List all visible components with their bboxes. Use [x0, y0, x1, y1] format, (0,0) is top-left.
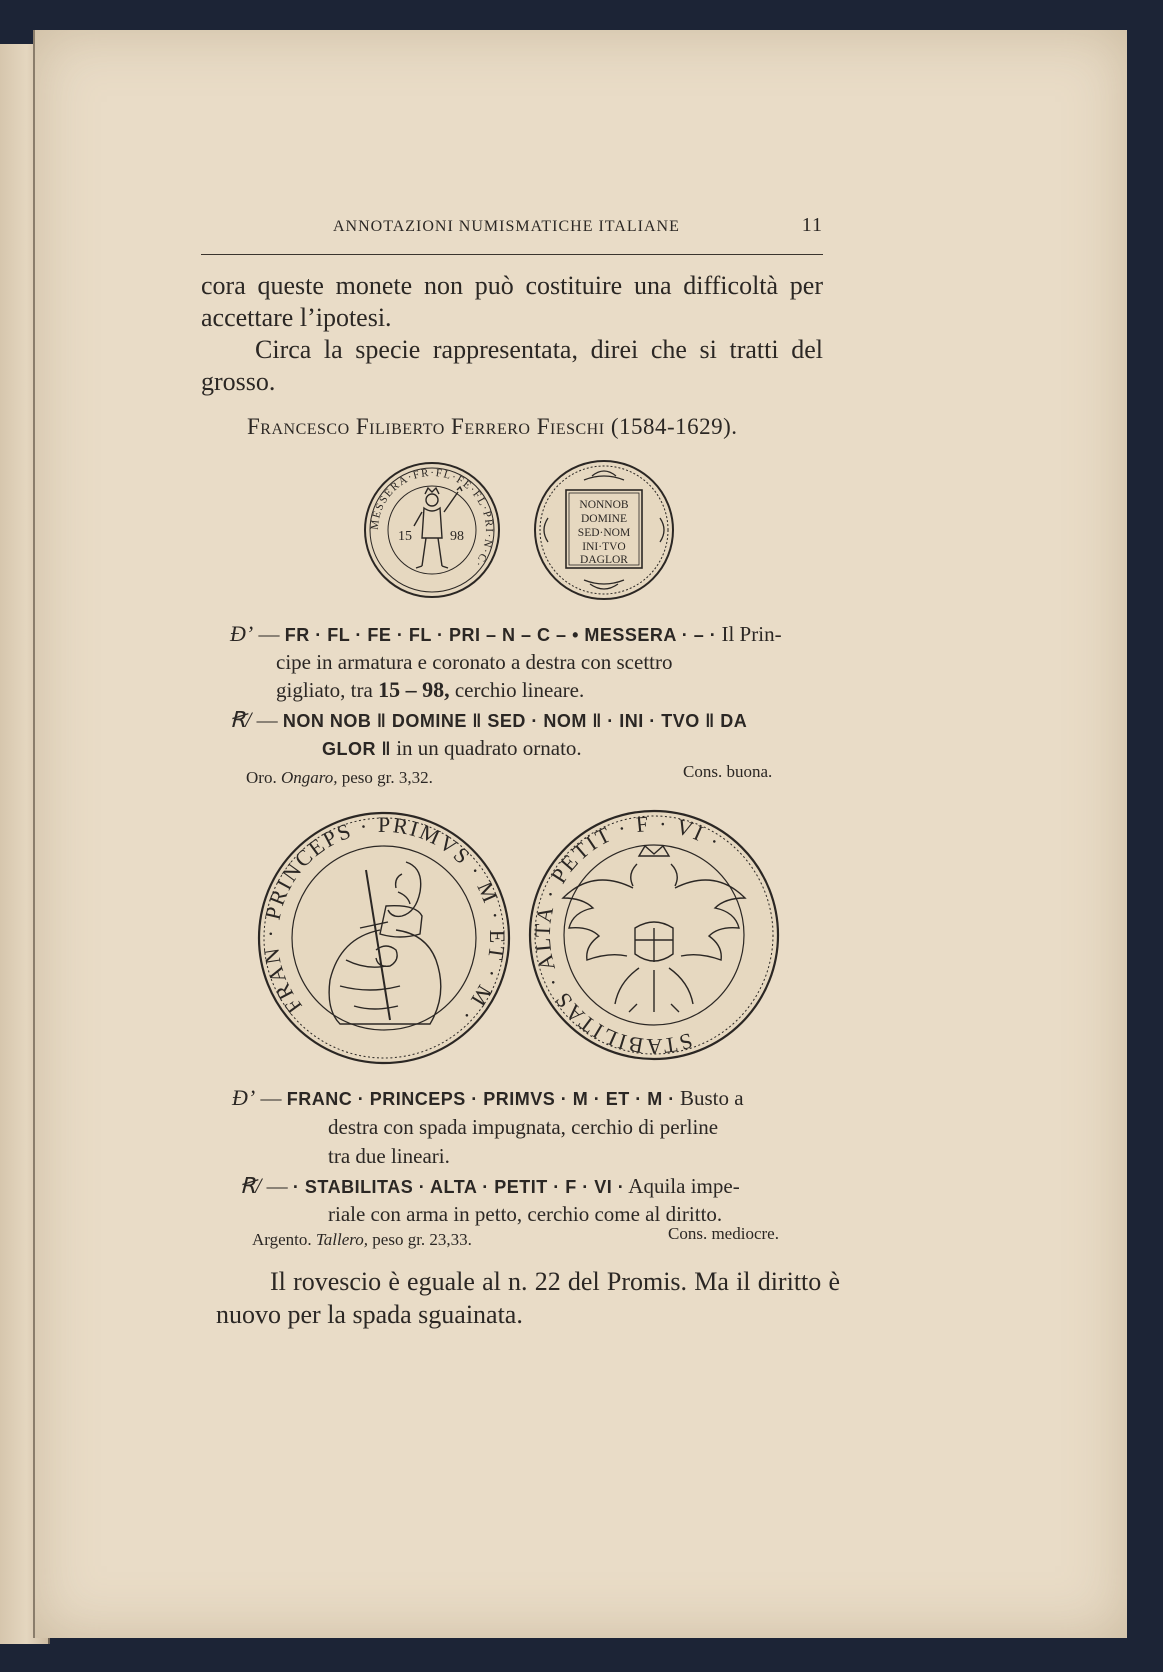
coin1-box-line-3: SED·NOM: [577, 527, 631, 539]
section-heading: Francesco Filiberto Ferrero Fieschi (1584-1629).: [247, 414, 738, 439]
coin2-weight: peso gr. 23,33.: [372, 1230, 472, 1249]
coin2-reverse-text-a: Aquila impe-: [628, 1174, 740, 1198]
coin1-weight: peso gr. 3,32.: [341, 768, 433, 787]
coin2-obverse-text-c: tra due lineari.: [328, 1144, 450, 1168]
coin1-reverse-legend-a: NON NOB ‖ DOMINE ‖ SED · NOM ‖ · INI · TVO ‖ DA: [282, 711, 748, 731]
coin1-metal: Oro.: [246, 768, 277, 787]
coin2-metal: Argento.: [252, 1230, 312, 1249]
coin1-obverse-text-b: cipe in armatura e coronato a destra con scettro: [276, 650, 673, 674]
coin1-reverse-text: in un quadrato ornato.: [396, 736, 582, 760]
coin2-reverse-image: [527, 808, 781, 1062]
coin2-metadata: [252, 1230, 472, 1250]
svg-text:MESSERA·FR·FL·FE·FL·PRI·N·C·: MESSERA·FR·FL·FE·FL·PRI·N·C·: [368, 466, 496, 570]
coin2-denomination: Tallero,: [315, 1230, 369, 1249]
reverse-symbol: Ꞧ/: [240, 1173, 262, 1198]
reverse-symbol: Ꞧ/: [230, 707, 252, 732]
coin2-reverse-ring-text: STABILITAS · ALTA · PETIT · F · VI ·: [529, 810, 726, 1060]
intro-paragraph-2: Circa la specie rappresentata, direi che si tratti del grosso.: [201, 335, 823, 396]
coin1-box-line-1: NONNOB: [579, 499, 629, 511]
coin1-obverse-text-c: gigliato, tra: [276, 678, 373, 702]
coin1-reverse-legend-b: GLOR ‖: [322, 739, 391, 759]
coin1-obverse-text-d: cerchio lineare.: [454, 678, 585, 702]
coin1-description: Ɖ’ — FR · FL · FE · FL · PRI – N – C – • MESSERA · – · Il Prin- cipe in armatura e coronato a destra con scettro gigliato, tra 15 – 98, cerchio lineare. Ꞧ/ — NON NOB ‖ DOMINE ‖ SED · NOM ‖ · INI · TVO ‖ DA GLOR ‖ in un quadrato ornato.: [230, 621, 782, 760]
obverse-symbol: Ɖ’: [230, 621, 254, 646]
coin1-box-line-5: DAGLOR: [580, 554, 628, 566]
obverse-symbol: Ɖ’: [232, 1085, 256, 1110]
running-header: [201, 214, 823, 255]
coin2-obverse-ring-text: FRAN · PRINCEPS · PRIMVS · M · ET · M ·: [257, 811, 511, 1029]
coin1-obverse-date: 15 – 98,: [378, 677, 450, 702]
coin1-obverse-text-a: Il Prin-: [721, 622, 782, 646]
coin2-condition: Cons. mediocre.: [668, 1224, 779, 1243]
coin1-reverse-image: [532, 458, 676, 602]
coin2-reverse-legend: · STABILITAS · ALTA · PETIT · F · VI ·: [292, 1177, 625, 1197]
running-title: ANNOTAZIONI NUMISMATICHE ITALIANE: [333, 218, 680, 235]
page-number: 11: [801, 214, 823, 236]
coin1-condition: Cons. buona.: [683, 762, 773, 781]
coin1-date-left: 15: [398, 529, 412, 544]
coin1-box-line-2: DOMINE: [581, 513, 627, 525]
coin2-obverse-image: [256, 810, 512, 1066]
coin1-metadata: [246, 768, 433, 788]
coin1-box-line-4: INI·TVO: [582, 541, 626, 553]
coin1-date-right: 98: [450, 529, 464, 544]
closing-paragraph: Il rovescio è eguale al n. 22 del Promis. Ma il diritto è nuovo per la spada sguainata.: [216, 1267, 840, 1329]
coin2-obverse-text-b: destra con spada impugnata, cerchio di perline: [328, 1115, 719, 1139]
coin2-reverse-text-b: riale con arma in petto, cerchio come al diritto.: [328, 1202, 723, 1226]
coin1-obverse-legend: FR · FL · FE · FL · PRI – N – C – • MESSERA · – ·: [284, 625, 717, 645]
intro-paragraph-1: cora queste monete non può costituire una difficoltà per accettare l’ipotesi.: [201, 271, 823, 332]
coin2-obverse-legend: FRANC · PRINCEPS · PRIMVS · M · ET · M ·: [286, 1089, 675, 1109]
coin1-obverse-image: [362, 460, 502, 600]
coin1-denomination: Ongaro,: [280, 768, 338, 787]
coin2-obverse-text-a: Busto a: [679, 1086, 744, 1110]
coin2-description: Ɖ’ — FRANC · PRINCEPS · PRIMVS · M · ET · M · Busto a destra con spada impugnata, cerchio di perline tra due lineari. Ꞧ/ — · STABILITAS · ALTA · PETIT · F · VI · Aquila impe- riale con arma in petto, cerchio come al diritto.: [232, 1085, 744, 1226]
